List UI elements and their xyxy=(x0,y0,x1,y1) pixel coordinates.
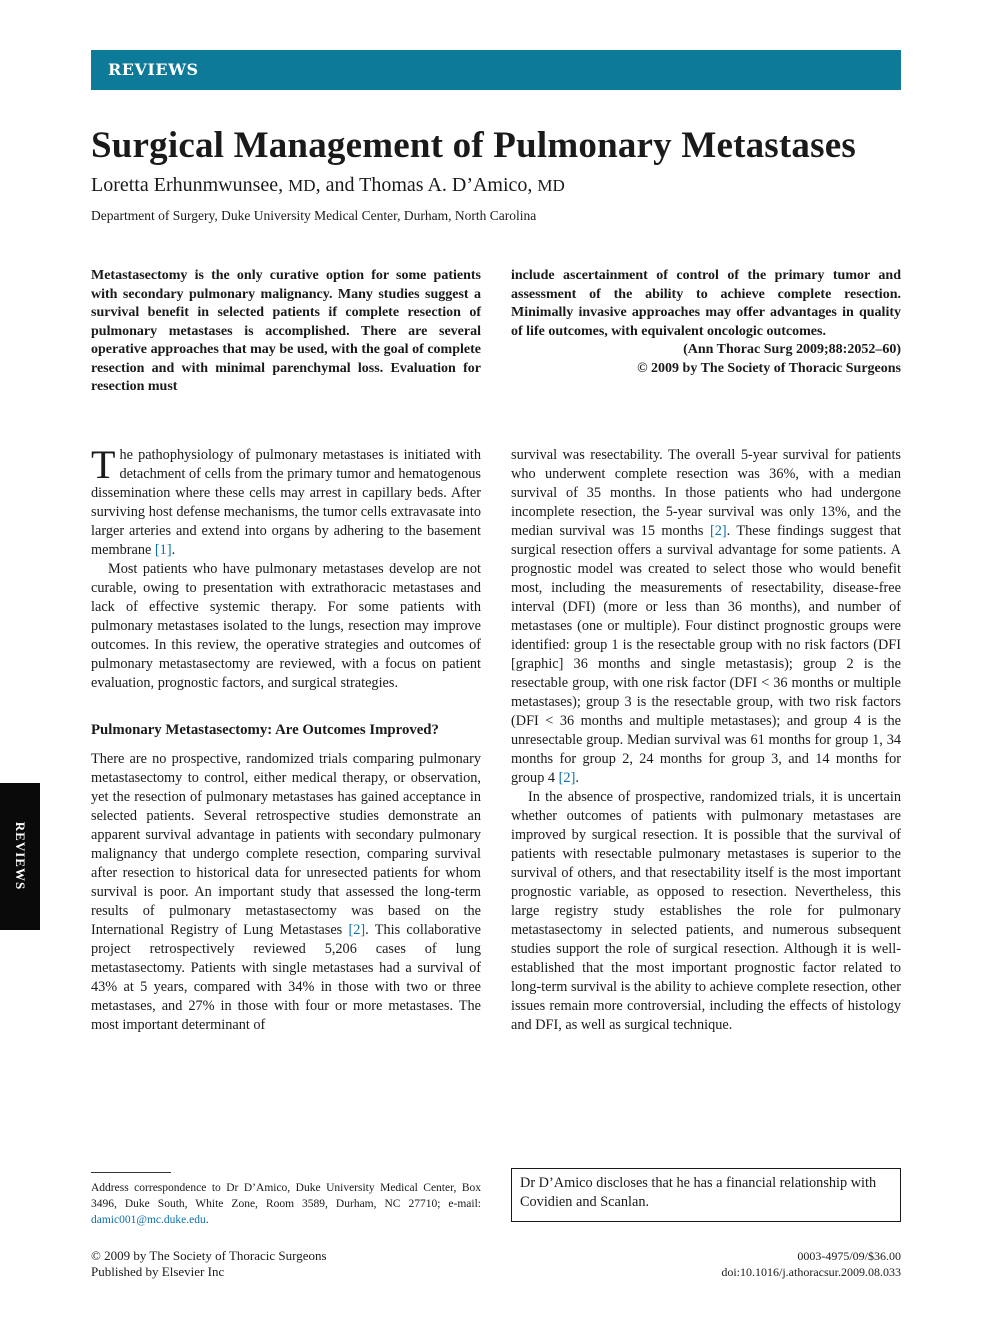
abstract-copyright: © 2009 by The Society of Thoracic Surgeons xyxy=(637,360,901,376)
reference-link[interactable]: [2] xyxy=(348,922,366,938)
footer-issn: 0003-4975/09/$36.00 xyxy=(797,1249,901,1263)
banner-label: REVIEWS xyxy=(108,60,199,79)
author-1: Loretta Erhunmwunsee, xyxy=(91,174,284,196)
paragraph: In the absence of prospective, randomized trials, it is uncertain whether outcomes of patients with pulmonary metastases are improved by surgical resection. It is possible that the survival of patients with resectable pulmonary metastases is superior to the survival of others, and that resectability itself is the most important prognostic variable, as opposed to resection. Nevertheless, this large registry study establishes the role for pulmonary metastasectomy in selected patients, and numerous subsequent studies support the role of surgical resection. Although it is well-established that the most important prognostic factor related to long-term survival is the ability to achieve complete resection, other issues remain more controversial, including the effects of histology and DFI, as well as surgical technique. xyxy=(511,789,901,1033)
author-1-degree: MD xyxy=(288,176,316,195)
paragraph: There are no prospective, randomized trials comparing pulmonary metastasectomy to control, either medical therapy, or observation, yet the resection of pulmonary metastases has gained acceptance in selected patients. Several retrospective studies demonstrate an apparent survival advantage in patients with secondary pulmonary malignancy that undergo complete resection, comparing survival after resection to historical data for unresected patients for whom survival is poor. An important study that assessed the long-term results of pulmonary metastasectomy was based on the International Registry of Lung Metastases [2]. This collaborative project retrospectively reviewed 5,206 cases of lung metastasectomy. Patients with single metastases had a survival of 43% at 5 years, compared with 34% in those with two or three metastases, and 27% in those with four or more metastases. The most important determinant of xyxy=(91,751,482,1033)
section-heading: Pulmonary Metastasectomy: Are Outcomes Improved? xyxy=(91,722,439,738)
footer-right xyxy=(601,1248,901,1280)
side-tab xyxy=(0,783,40,930)
paragraph-text: There are no prospective, randomized trials comparing pulmonary metastasectomy to control, either medical therapy, or observation, yet the resection of pulmonary metastases has gained acceptance in selected patients. Several retrospective studies demonstrate an apparent survival advantage in patients with secondary pulmonary malignancy that undergo complete resection, comparing survival after resection to historical data for unresected patients for whom survival is poor. An important study that assessed the long-term results of pulmonary metastasectomy was based on the International Registry of Lung Metastases xyxy=(91,751,481,938)
reference-link[interactable]: [2] xyxy=(709,523,727,539)
author-conjunction: , and xyxy=(315,174,355,196)
paragraph-text: survival was resectability. The overall 5-year survival for patients who underwent complete resection was 36%, with a median survival of 35 months. In those patients who had undergone incomplete resection, the 5-year survival was only 13%, and the median survival was 15 months xyxy=(511,447,901,539)
section-banner xyxy=(91,50,901,90)
paragraph-text: These findings suggest that surgical resection offers a survival advantage for some patients. A prognostic model was created to select those who would benefit most, including the measurements of resectability, disease-free interval (DFI) (more or less than 36 months), and number of metastases (one or multiple). Four distinct prognostic groups were identified: group 1 is the resectable group with no risk factors (DFI [graphic] 36 months and single metastasis); group 2 is the resectable group, with one risk factor (DFI < 36 months or multiple metastases); group 3 is the resectable group, with two risk factors (DFI < 36 months and multiple metastases); and group 4 is the unresectable group. Median survival was 61 months for group 1, 34 months for group 2, 24 months for group 3, and 14 months for group 4 xyxy=(511,523,901,786)
body-column-left xyxy=(91,442,482,1035)
abstract-right xyxy=(511,267,901,378)
footer-left xyxy=(91,1248,327,1280)
paragraph: Most patients who have pulmonary metastases develop are not curable, owing to presentation with extrathoracic metastases and lack of effective systemic therapy. For some patients with pulmonary metastases isolated to the lungs, resection may improve outcomes. In this review, the operative strategies and outcomes of pulmonary metastasectomy are reviewed, with a focus on patient evaluation, prognostic factors, and surgical strategies. xyxy=(91,561,481,691)
correspondence-address: Address correspondence to Dr D’Amico, Duke University Medical Center, Box 3496, Duke South, White Zone, Room 3589, Durham, NC 27710; e-mail: damic001@mc.duke.edu. xyxy=(91,1182,481,1226)
article-title: Surgical Management of Pulmonary Metastases xyxy=(91,125,856,166)
footer-doi: doi:10.1016/j.athoracsur.2009.08.033 xyxy=(721,1265,901,1279)
footer-copyright: © 2009 by The Society of Thoracic Surgeons xyxy=(91,1248,327,1263)
footer-publisher: Published by Elsevier Inc xyxy=(91,1264,225,1279)
reference-link[interactable]: [2] xyxy=(558,770,576,786)
address-text: Address correspondence to Dr D’Amico, Duke University Medical Center, Box 3496, Duke South, White Zone, Room 3589, Durham, NC 27710; e-mail: xyxy=(91,1182,481,1210)
body-column-right xyxy=(511,446,901,1035)
abstract-left: Metastasectomy is the only curative option for some patients with secondary pulmonary malignancy. Many studies suggest a survival benefit in selected patients if complete resection of pulmonary metastases is accomplished. There are several operative approaches that may be used, with the goal of complete resection and with minimal parenchymal loss. Evaluation for resection must xyxy=(91,268,481,394)
abstract-right-text: include ascertainment of control of the primary tumor and assessment of the ability to achieve complete resection. Minimally invasive approaches may offer advantages in quality of life outcomes, with equivalent oncologic outcomes. xyxy=(511,268,901,339)
side-tab-label: REVIEWS xyxy=(13,821,28,891)
paragraph-text: he pathophysiology of pulmonary metastases is initiated with detachment of cells from the primary tumor and hematogenous dissemination where these cells may arrest in capillary beds. After surviving host defense mechanisms, the tumor cells extravasate into larger arteries and extend into organs by adhering to the basement membrane xyxy=(91,447,481,558)
journal-citation: (Ann Thorac Surg 2009;88:2052–60) xyxy=(683,342,901,357)
author-line xyxy=(91,174,565,197)
author-2: Thomas A. D’Amico, xyxy=(359,174,533,196)
paragraph: survival was resectability. The overall 5-year survival for patients who underwent complete resection was 36%, with a median survival of 35 months. In those patients who had undergone incomplete resection, the 5-year survival was only 13%, and the median survival was 15 months [2]. These findings suggest that surgical resection offers a survival advantage for some patients. A prognostic model was created to select those who would benefit most, including the measurements of resectability, disease-free interval (DFI) (more or less than 36 months), and number of metastases (one or multiple). Four distinct prognostic groups were identified: group 1 is the resectable group with no risk factors (DFI [graphic] 36 months and single metastasis); group 2 is the resectable group, with one risk factor (DFI < 36 months or multiple metastases); group 3 is the resectable group, with two risk factors (DFI < 36 months and multiple metastases); and group 4 is the unresectable group. Median survival was 61 months for group 1, 34 months for group 2, 24 months for group 3, and 14 months for group 4 [2]. xyxy=(511,447,901,786)
footnote-rule xyxy=(91,1172,171,1173)
paragraph-text: This collaborative project retrospectively reviewed 5,206 cases of lung metastasectomy. Patients with single metastases had a survival of 43% at 5 years, compared with 34% in those with two or three metastases, and 27% in those with four or more metastases. The most important determinant of xyxy=(91,922,482,1033)
email-link[interactable]: damic001@mc.duke.edu xyxy=(91,1214,206,1226)
paragraph: The pathophysiology of pulmonary metastases is initiated with detachment of cells from the primary tumor and hematogenous dissemination where these cells may arrest in capillary beds. After surviving host defense mechanisms, the tumor cells extravasate into larger arteries and extend into organs by adhering to the basement membrane [1]. xyxy=(91,442,481,558)
drop-cap: T xyxy=(91,442,116,487)
reference-link[interactable]: [1] xyxy=(154,542,172,558)
affiliation: Department of Surgery, Duke University Medical Center, Durham, North Carolina xyxy=(91,208,537,223)
disclosure-box: Dr D’Amico discloses that he has a financial relationship with Covidien and Scanlan. xyxy=(511,1168,901,1222)
author-2-degree: MD xyxy=(537,176,565,195)
